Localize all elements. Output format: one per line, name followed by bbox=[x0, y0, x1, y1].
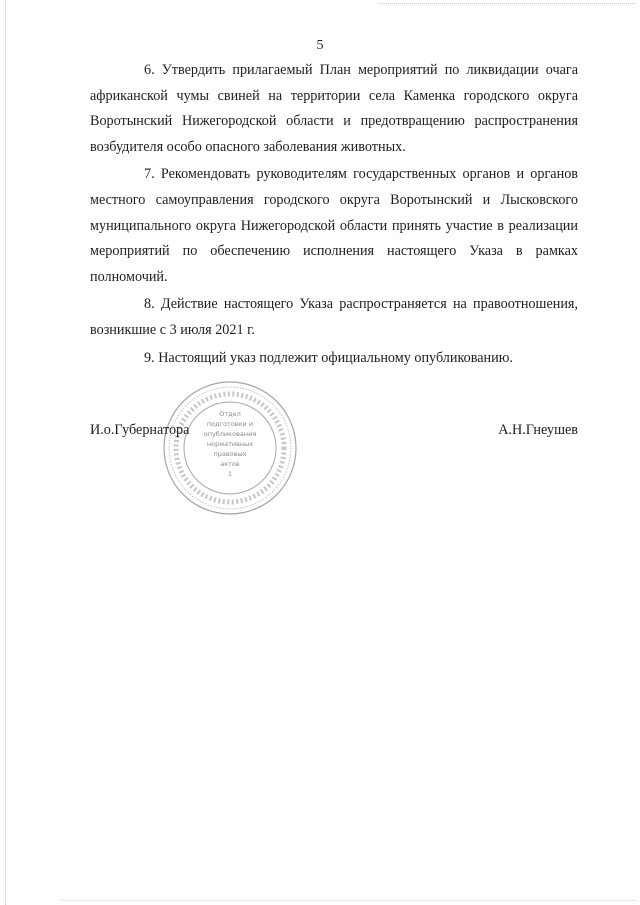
scan-edge-bottom bbox=[60, 900, 635, 901]
paragraph-7: 7. Рекомендовать руководителям государственных органов и органов местного самоуправления городского округа Воротынский и Лысковского муниципального округа Нижегородской области принять участие в реализации мероприятий по обеспечению исполнения настоящего Указа в рамках полномочий. bbox=[90, 166, 578, 285]
stamp-inner-line: правовых bbox=[213, 450, 247, 458]
page-number: 5 bbox=[316, 38, 324, 53]
signatory-position: И.о.Губернатора bbox=[90, 422, 190, 438]
signatory-name: А.Н.Гнеушев bbox=[498, 422, 578, 438]
stamp-inner-line: 1 bbox=[227, 470, 233, 478]
paragraph-6: 6. Утвердить прилагаемый План мероприятий по ликвидации очага африканской чумы свиней на территории села Каменка городского округа Воротынский Нижегородской области и предотвращению распространения возбудителя особо опасного заболевания животных. bbox=[90, 62, 578, 155]
stamp-inner-line: подготовки и bbox=[206, 420, 254, 428]
document-body bbox=[90, 58, 578, 373]
stamp-inner-line: актов bbox=[220, 460, 240, 468]
scan-edge-top bbox=[380, 3, 635, 4]
stamp-inner-line: опубликования bbox=[203, 430, 257, 438]
paragraph-8: 8. Действие настоящего Указа распространяется на правоотношения, возникшие с 3 июля 2021 г. bbox=[90, 296, 578, 338]
stamp-inner-line: нормативных bbox=[206, 440, 254, 448]
scan-edge-left bbox=[5, 0, 6, 905]
official-stamp bbox=[160, 378, 300, 518]
paragraph-9: 9. Настоящий указ подлежит официальному опубликованию. bbox=[144, 349, 513, 366]
stamp-inner-line: Отдел bbox=[219, 410, 241, 418]
